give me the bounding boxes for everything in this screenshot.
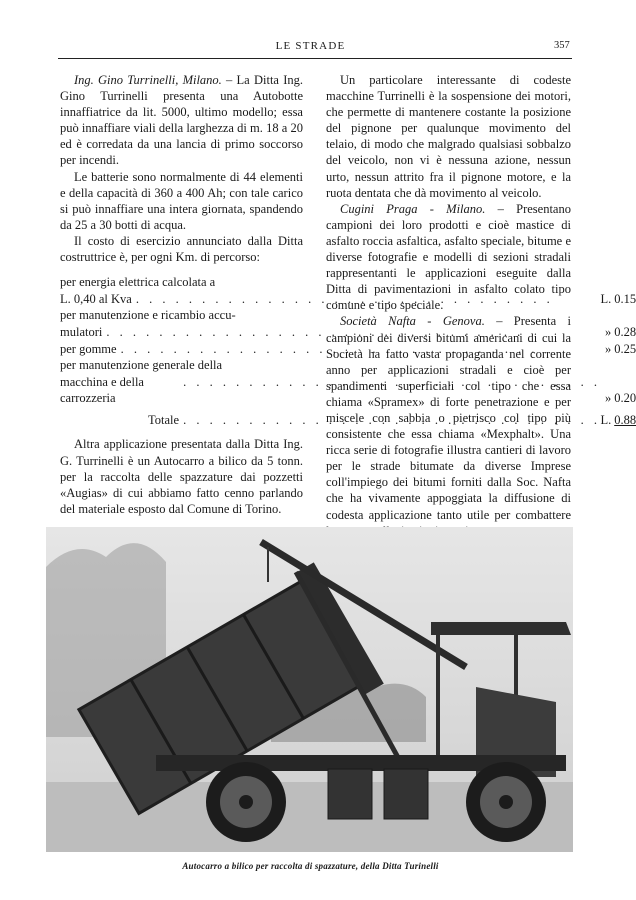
cost-ditto-mark: » (604, 391, 612, 406)
praga-text: – Presentano campioni dei loro prodotti e cioè mastice di asfalto roccia asfaltica, asfalto speciale, bitume e diverse fotografie e modelli di sezioni stradali rappresentanti le applicazioni eseguite dalla Ditta di pavimentazioni in asfalto colato tipo comune e tipo speciale. (326, 201, 571, 313)
turrinelli-paragraph (60, 72, 303, 169)
nafta-paragraph (326, 313, 571, 538)
cab-canopy (431, 622, 571, 635)
cost-ditto-mark: » (604, 341, 612, 356)
cost-amount: 0.25 (614, 341, 636, 356)
cost-currency: L. (600, 291, 612, 306)
cost-label: per manutenzione generale della (60, 358, 223, 373)
praga-paragraph (326, 201, 571, 314)
running-header: LE STRADE (275, 40, 346, 52)
autocarro-paragraph: Altra applicazione presentata dalla Ditta Ing. G. Turrinelli è un Autocarro a bilico da 5 tonn. per la raccolta delle spazzature dai pozzetti «Augias» di cui abbiamo fatto cenno parlando del materiale esposto dal Comune di Torino. (60, 437, 303, 516)
nafta-text: – Presenta i campioni dei diversi bitumi americani di cui la Società ha fatto vasta propaganda nel corrente anno per applicazioni stradali e cioè per spandimenti superficiali col tipo che essa chiama «Spramex» di forte penetrazione e per miscele con sabbia o pietrisco col tipo più consistente che essa chiama «Mexphalt». Una ricca serie di fotografie illustra cantieri di lavoro per le strade bitumate da diverse Imprese coll'impiego dei bitumi forniti dalla Soc. Nafta che ha vivamente appoggiata la diffusione di codesta applicazione tanto utile per combattere (326, 314, 571, 522)
cost-intro-paragraph: Il costo di esercizio annunciato dalla Ditta costruttrice è, per ogni Km. di percorso: (60, 233, 303, 265)
page-number: 357 (554, 40, 570, 51)
cost-label: per energia elettrica calcolata a (60, 275, 216, 290)
cost-ditto-mark: » (604, 324, 612, 339)
batteries-paragraph: Le batterie sono normalmente di 44 elementi e della capacità di 360 a 400 Ah; con tale carico si può innaffiare una intera giornata, spandendo da 25 a 30 botti di acqua. (60, 169, 303, 232)
nafta-heading: Società Nafta - Genova. (340, 314, 485, 329)
cost-label: per manutenzione e ricambio accu- (60, 308, 236, 323)
cost-label: L. 0,40 al Kva (60, 291, 132, 306)
cost-label: per gomme (60, 341, 117, 356)
truck-photograph (46, 527, 573, 852)
cost-amount: 0.15 (614, 291, 636, 306)
battery-box (384, 769, 428, 819)
right-column (326, 72, 571, 539)
battery-box (328, 769, 372, 819)
turrinelli-heading: Ing. Gino Turrinelli, Milano. (74, 73, 222, 87)
total-amount: 0.88 (614, 412, 636, 427)
figure-caption: Autocarro a bilico per raccolta di spazzature, della Ditta Turinelli (182, 861, 439, 871)
cost-amount: 0.20 (614, 391, 636, 406)
total-label: Totale (148, 412, 180, 427)
cost-label: macchina e della carrozzeria (60, 374, 144, 406)
header-rule (58, 58, 572, 59)
rear-wheel (206, 762, 286, 842)
cost-label: mulatori (60, 324, 103, 339)
turrinelli-text: – La Ditta Ing. Gino Turrinelli presenta una Autobotte innaffiatrice da lit. 5000, ultimo modello; essa può innaffiare viali della larghezza di m. 18 a 20 ed è corredata da una lancia di primo soccorso per incendi. (60, 73, 304, 168)
praga-heading: Cugini Praga - Milano. (340, 201, 486, 216)
total-currency: L. (600, 412, 612, 427)
suspension-paragraph: Un particolare interessante di codeste macchine Turrinelli è la sospensione dei motori, che permette di mantenere costante la posizione del pignone per qualunque movimento del telaio, di modo che malgrado qualsiasi sobbalzo del veicolo, non vi è nessuna azione, nessun urto, nessun attrito fra il pignone motore, e la ruota dentata che dà movimento al veicolo. (326, 73, 571, 200)
front-wheel (466, 762, 546, 842)
truck-illustration (46, 527, 573, 852)
cost-amount: 0.28 (614, 324, 636, 339)
